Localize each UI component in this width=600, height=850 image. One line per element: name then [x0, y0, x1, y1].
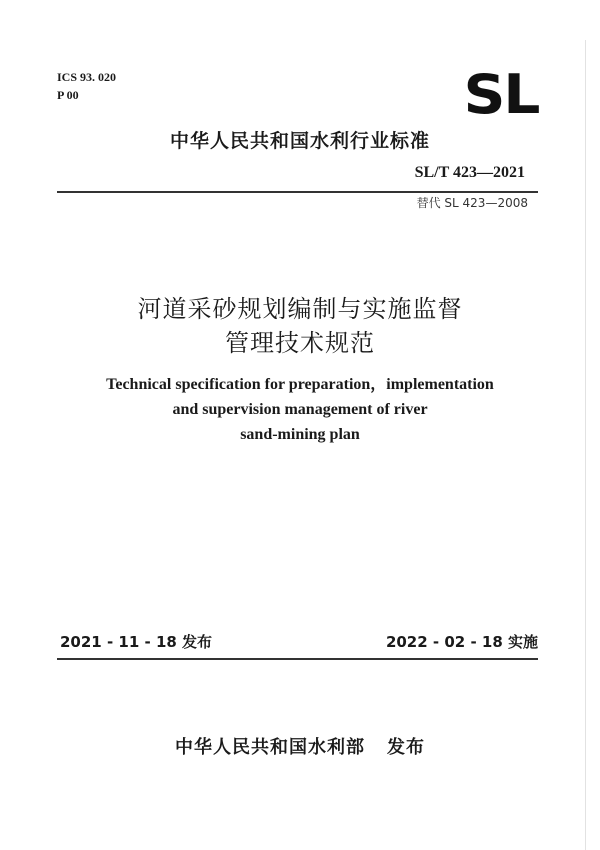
issuer-action: 发布	[387, 737, 425, 758]
issuer-line	[0, 733, 600, 759]
top-divider	[57, 191, 538, 193]
standard-type: 中华人民共和国水利行业标准	[169, 130, 430, 152]
classification-block	[57, 68, 116, 104]
issuer-name: 中华人民共和国水利部	[175, 737, 365, 758]
standard-number: SL/T 423—2021	[414, 164, 525, 181]
title-english-line-3: sand-mining plan	[240, 426, 360, 443]
title-chinese-line-1: 河道采砂规划编制与实施监督	[137, 295, 463, 323]
category-code: P 00	[57, 88, 79, 102]
implementation-date: 2022 - 02 - 18 实施	[385, 633, 538, 651]
title-english	[0, 372, 600, 447]
replaces-note: 替代 SL 423—2008	[416, 196, 528, 210]
title-chinese	[0, 292, 600, 360]
title-english-line-2: and supervision management of river	[172, 401, 428, 418]
issue-date: 2021 - 11 - 18 发布	[60, 633, 213, 651]
title-chinese-line-2: 管理技术规范	[225, 329, 375, 357]
title-english-line-1: Technical specification for preparation，implementation	[106, 376, 494, 393]
sl-logo: SL	[463, 63, 538, 126]
bottom-divider	[57, 658, 538, 660]
ics-code: ICS 93. 020	[57, 70, 117, 84]
